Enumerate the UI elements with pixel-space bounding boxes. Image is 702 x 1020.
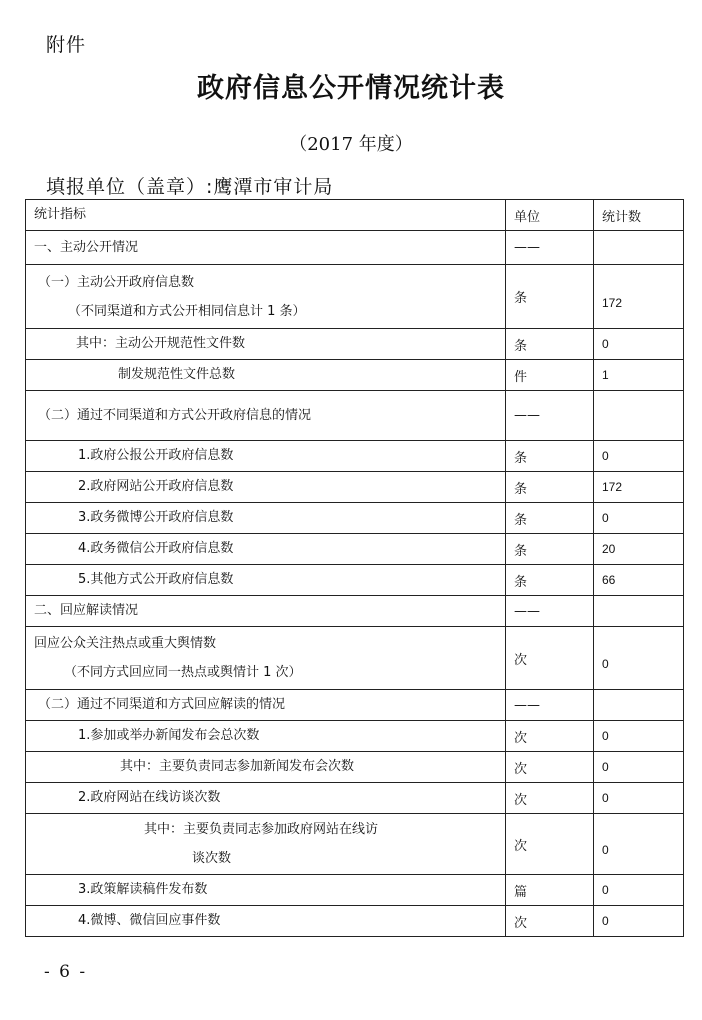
table-row	[26, 627, 684, 690]
table-row	[26, 752, 684, 783]
column-header-value: 统计数	[594, 200, 684, 231]
table-row	[26, 472, 684, 503]
table-header-row	[26, 200, 684, 231]
row-note: （不同渠道和方式公开相同信息计 1 条）	[68, 303, 306, 319]
row-indicator: （二）通过不同渠道和方式回应解读的情况	[38, 697, 286, 712]
row-indicator: 2.政府网站在线访谈次数	[78, 790, 221, 805]
row-indicator: 5.其他方式公开政府信息数	[78, 572, 234, 587]
table-row	[26, 875, 684, 906]
row-note: 谈次数	[192, 851, 232, 866]
row-value: 0	[594, 329, 684, 360]
row-unit: 次	[506, 783, 594, 814]
row-unit: 次	[506, 906, 594, 937]
row-unit: 条	[506, 441, 594, 472]
row-indicator: 制发规范性文件总数	[118, 367, 236, 382]
table-row	[26, 690, 684, 721]
attachment-label: 附件	[46, 34, 87, 56]
table-row	[26, 441, 684, 472]
table-row	[26, 391, 684, 441]
row-value: 0	[594, 721, 684, 752]
row-unit: 次	[506, 752, 594, 783]
reporting-unit-label: 填报单位（盖章）:	[46, 176, 214, 198]
row-indicator: 1.参加或举办新闻发布会总次数	[78, 728, 260, 743]
row-indicator: （一）主动公开政府信息数	[38, 274, 195, 290]
row-value: 0	[594, 814, 684, 875]
page-number: - 6 -	[44, 962, 88, 982]
row-unit: 条	[506, 329, 594, 360]
column-header-indicator: 统计指标	[34, 207, 87, 222]
row-indicator: 1.政府公报公开政府信息数	[78, 448, 234, 463]
row-value	[594, 690, 684, 721]
row-unit: 条	[506, 472, 594, 503]
row-value: 1	[594, 360, 684, 391]
statistics-table	[25, 199, 684, 937]
table-row	[26, 906, 684, 937]
row-value: 0	[594, 783, 684, 814]
row-unit: ——	[506, 231, 594, 265]
row-unit: ——	[506, 690, 594, 721]
table-row	[26, 783, 684, 814]
page-title: 政府信息公开情况统计表	[197, 73, 505, 104]
row-note: （不同方式回应同一热点或舆情计 1 次）	[64, 665, 302, 680]
column-header-unit: 单位	[506, 200, 594, 231]
row-value: 0	[594, 627, 684, 690]
reporting-unit	[46, 172, 333, 199]
table-row	[26, 721, 684, 752]
row-value: 0	[594, 441, 684, 472]
row-unit: 条	[506, 265, 594, 329]
row-unit: 篇	[506, 875, 594, 906]
row-indicator: 其中：主要负责同志参加政府网站在线访	[144, 822, 379, 837]
row-indicator: 一、主动公开情况	[34, 239, 139, 255]
row-value: 0	[594, 752, 684, 783]
row-value: 66	[594, 565, 684, 596]
row-value	[594, 391, 684, 441]
row-unit: ——	[506, 596, 594, 627]
row-indicator: （二）通过不同渠道和方式公开政府信息的情况	[38, 407, 312, 423]
table-row	[26, 814, 684, 875]
table-row	[26, 329, 684, 360]
reporting-unit-value: 鹰潭市审计局	[213, 176, 334, 198]
row-value: 0	[594, 503, 684, 534]
row-indicator: 3.政策解读稿件发布数	[78, 882, 208, 897]
row-indicator: 4.政务微信公开政府信息数	[78, 541, 234, 556]
row-unit: 次	[506, 721, 594, 752]
row-unit: 条	[506, 565, 594, 596]
row-indicator: 3.政务微博公开政府信息数	[78, 510, 234, 525]
row-value: 0	[594, 906, 684, 937]
table-row	[26, 231, 684, 265]
table-row	[26, 265, 684, 329]
row-unit: 条	[506, 534, 594, 565]
row-indicator: 2.政府网站公开政府信息数	[78, 479, 234, 494]
row-value	[594, 231, 684, 265]
row-value: 172	[594, 472, 684, 503]
row-unit: 件	[506, 360, 594, 391]
row-unit: 次	[506, 814, 594, 875]
table-row	[26, 596, 684, 627]
table-row	[26, 534, 684, 565]
row-unit: 次	[506, 627, 594, 690]
row-value	[594, 596, 684, 627]
row-unit: 条	[506, 503, 594, 534]
row-indicator: 其中：主动公开规范性文件数	[76, 336, 246, 351]
row-unit: ——	[506, 391, 594, 441]
table-row	[26, 503, 684, 534]
row-indicator: 4.微博、微信回应事件数	[78, 913, 221, 928]
row-indicator: 回应公众关注热点或重大舆情数	[34, 636, 217, 651]
row-value: 172	[594, 265, 684, 329]
row-indicator: 二、回应解读情况	[34, 603, 139, 618]
row-value: 0	[594, 875, 684, 906]
row-indicator: 其中：主要负责同志参加新闻发布会次数	[120, 759, 355, 774]
report-year: （2017 年度）	[289, 134, 413, 155]
row-value: 20	[594, 534, 684, 565]
table-row	[26, 565, 684, 596]
table-row	[26, 360, 684, 391]
